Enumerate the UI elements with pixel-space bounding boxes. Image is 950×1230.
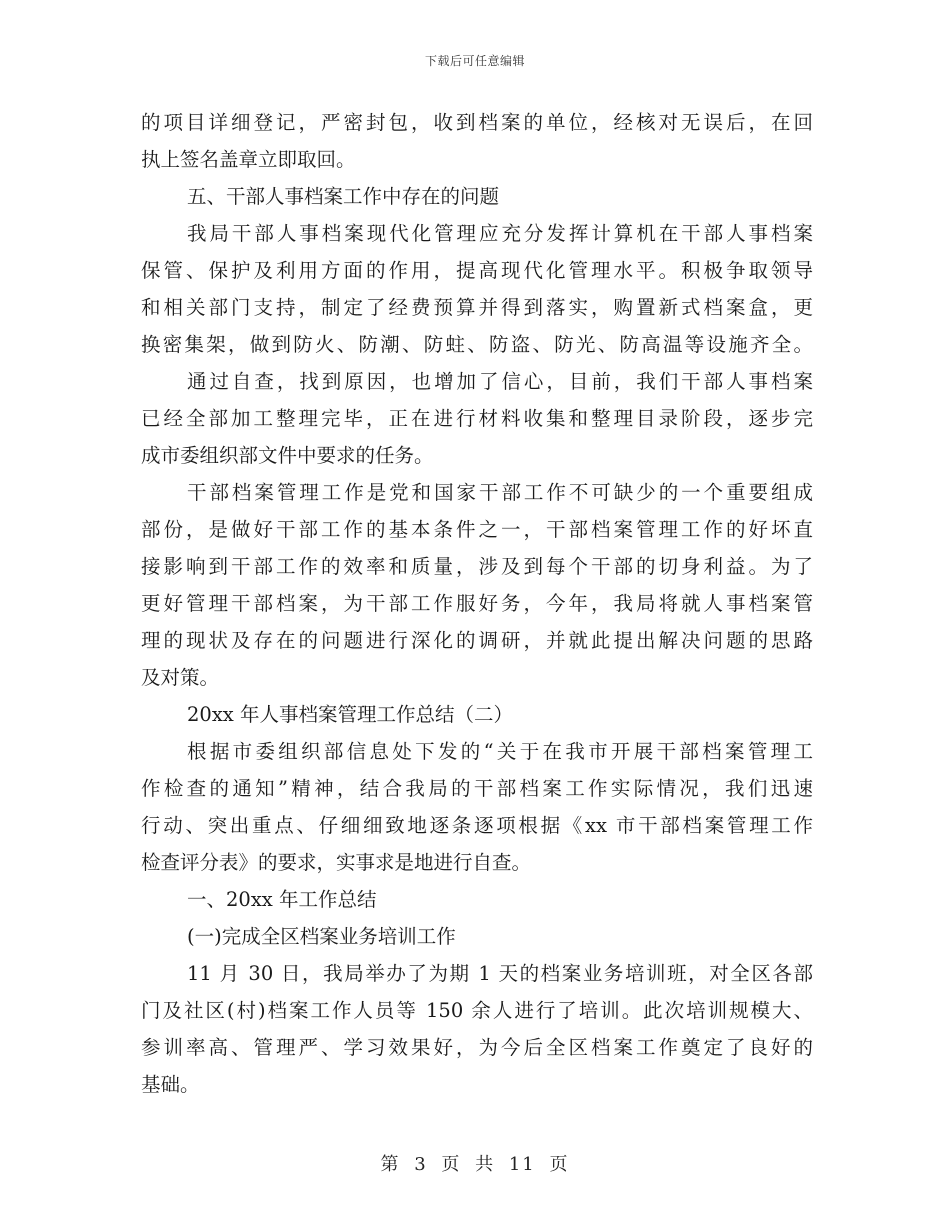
text-line: 作检查的通知”精神，结合我局的干部档案工作实际情况，我们迅速 — [141, 777, 813, 800]
text-line: 参训率高、管理严、学习效果好，为今后全区档案工作奠定了良好的 — [141, 1036, 813, 1059]
text-line: 执上签名盖章立即取回。 — [141, 148, 356, 171]
text-line: 11 月 30 日，我局举办了为期 1 天的档案业务培训班，对全区各部 — [187, 962, 813, 985]
text-line: 通过自查，找到原因，也增加了信心，目前，我们干部人事档案 — [187, 370, 813, 393]
text-line: 20xx 年人事档案管理工作总结（二） — [187, 703, 514, 726]
text-line: 及对策。 — [141, 666, 220, 689]
text-line: 门及社区(村)档案工作人员等 150 余人进行了培训。此次培训规模大、 — [141, 999, 813, 1022]
text-line: 一、20xx 年工作总结 — [187, 888, 377, 911]
page-footer: 第 3 页 共 11 页 — [380, 1154, 570, 1175]
text-line: 保管、保护及利用方面的作用，提高现代化管理水平。积极争取领导 — [141, 259, 813, 282]
text-line: 检查评分表》的要求，实事求是地进行自查。 — [141, 851, 532, 874]
text-line: 成市委组织部文件中要求的任务。 — [141, 444, 434, 467]
text-line: 的项目详细登记，严密封包，收到档案的单位，经核对无误后，在回 — [141, 111, 813, 134]
text-line: 行动、突出重点、仔细细致地逐条逐项根据《xx 市干部档案管理工作 — [141, 814, 813, 837]
page-header: 下载后可任意编辑 — [424, 54, 525, 68]
text-line: 和相关部门支持，制定了经费预算并得到落实，购置新式档案盒，更 — [141, 296, 813, 319]
text-line: 已经全部加工整理完毕，正在进行材料收集和整理目录阶段，逐步完 — [141, 407, 813, 430]
text-line: (一)完成全区档案业务培训工作 — [187, 925, 456, 948]
text-line: 部份，是做好干部工作的基本条件之一，干部档案管理工作的好坏直 — [141, 518, 813, 541]
text-line: 换密集架，做到防火、防潮、防蛀、防盗、防光、防高温等设施齐全。 — [141, 333, 813, 356]
text-line: 接影响到干部工作的效率和质量，涉及到每个干部的切身利益。为了 — [141, 555, 813, 578]
text-line: 干部档案管理工作是党和国家干部工作不可缺少的一个重要组成 — [187, 481, 813, 504]
text-line: 五、干部人事档案工作中存在的问题 — [187, 185, 500, 208]
text-line: 更好管理干部档案，为干部工作服好务，今年，我局将就人事档案管 — [141, 592, 813, 615]
text-line: 基础。 — [141, 1073, 200, 1096]
text-line: 我局干部人事档案现代化管理应充分发挥计算机在干部人事档案 — [187, 222, 813, 245]
text-line: 理的现状及存在的问题进行深化的调研，并就此提出解决问题的思路 — [141, 629, 813, 652]
document-body — [141, 104, 813, 1103]
text-line: 根据市委组织部信息处下发的“关于在我市开展干部档案管理工 — [187, 740, 813, 763]
